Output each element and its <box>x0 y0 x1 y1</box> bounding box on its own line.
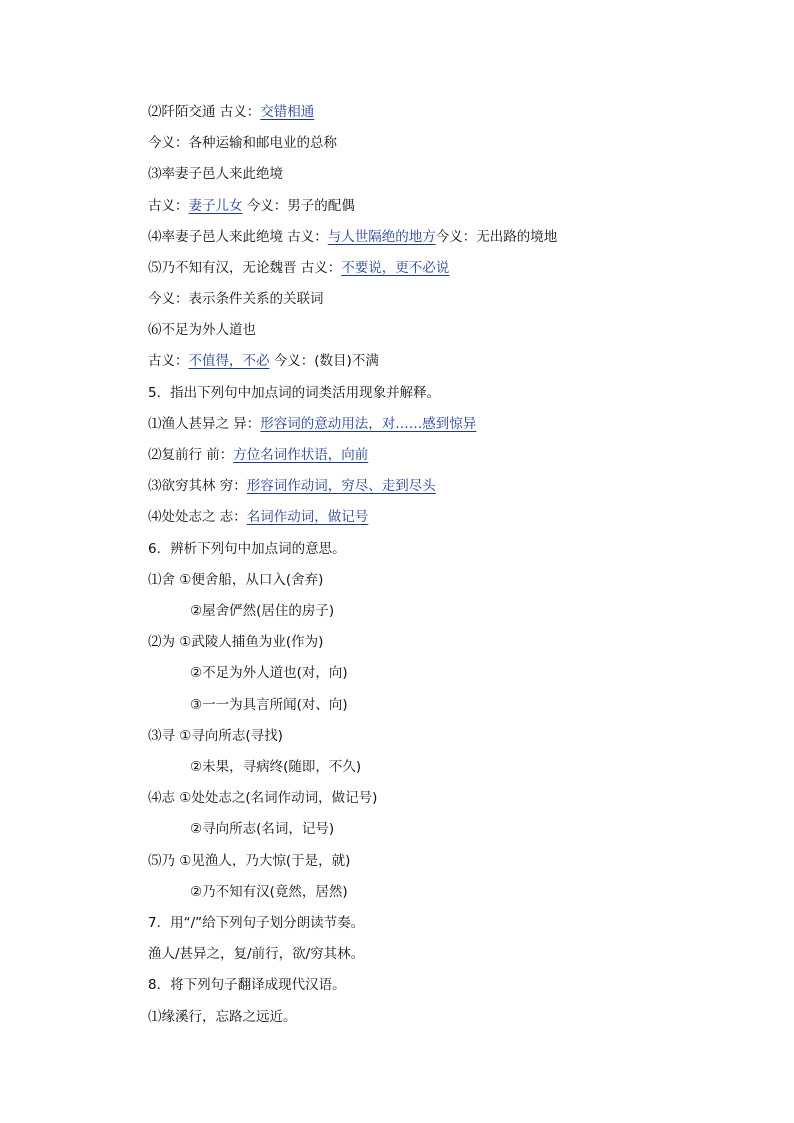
line-21: ⑶寻 ①寻向所志(寻找) <box>148 728 283 744</box>
line-14: ⑷处处志之 志：名词作动词，做记号 <box>148 509 369 525</box>
line-30: ⑴缘溪行，忘路之远近。 <box>148 1009 297 1025</box>
answer: 不要说，更不必说 <box>341 260 450 276</box>
answer: 不值得，不必 <box>188 353 270 369</box>
line-16: ⑴舍 ①便舍船，从口入(舍弃) <box>148 572 324 588</box>
line-3: ⑶率妻子邑人来此绝境 <box>148 166 283 182</box>
line-4: 古义：妻子儿女 今义：男子的配偶 <box>148 198 355 214</box>
heading-7: 7．用“/”给下列句子划分朗读节奏。 <box>148 915 365 931</box>
line-11: ⑴渔人甚异之 异：形容词的意动用法，对……感到惊异 <box>148 416 477 432</box>
heading-6: 6．辨析下列句中加点词的意思。 <box>148 541 346 557</box>
line-24: ②寻向所志(名词，记号) <box>190 821 335 837</box>
line-2: 今义：各种运输和邮电业的总称 <box>148 135 337 151</box>
heading-5: 5．指出下列句中加点词的词类活用现象并解释。 <box>148 385 441 401</box>
line-23: ⑷志 ①处处志之(名词作动词，做记号) <box>148 790 378 806</box>
line-19: ②不足为外人道也(对，向) <box>190 665 348 681</box>
answer: 方位名词作状语，向前 <box>233 447 369 463</box>
line-6: ⑸乃不知有汉，无论魏晋 古义：不要说，更不必说 <box>148 260 450 276</box>
line-12: ⑵复前行 前：方位名词作状语，向前 <box>148 447 369 463</box>
line-13: ⑶欲穷其林 穷：形容词作动词，穷尽、走到尽头 <box>148 478 436 494</box>
answer: 形容词的意动用法，对……感到惊异 <box>260 416 477 432</box>
answer: 名词作动词，做记号 <box>246 509 369 525</box>
heading-8: 8．将下列句子翻译成现代汉语。 <box>148 977 346 993</box>
line-26: ②乃不知有汉(竟然，居然) <box>190 884 348 900</box>
answer: 与人世隔绝的地方 <box>327 229 436 245</box>
answer: 交错相通 <box>260 104 315 120</box>
answer: 形容词作动词，穷尽、走到尽头 <box>246 478 436 494</box>
line-9: 古义：不值得，不必 今义：(数目)不满 <box>148 353 379 369</box>
line-5: ⑷率妻子邑人来此绝境 古义：与人世隔绝的地方今义：无出路的境地 <box>148 229 558 245</box>
line-25: ⑸乃 ①见渔人，乃大惊(于是，就) <box>148 853 351 869</box>
line-20: ③一一为具言所闻(对、向) <box>190 697 348 713</box>
line-17: ②屋舍俨然(居住的房子) <box>190 603 335 619</box>
line-22: ②未果，寻病终(随即，不久) <box>190 759 362 775</box>
line-8: ⑹不足为外人道也 <box>148 322 256 338</box>
line-1: ⑵阡陌交通 古义：交错相通 <box>148 104 315 120</box>
line-28: 渔人/甚异之，复/前行，欲/穷其林。 <box>148 946 365 962</box>
line-18: ⑵为 ①武陵人捕鱼为业(作为) <box>148 634 324 650</box>
answer: 妻子儿女 <box>188 198 243 214</box>
line-7: 今义：表示条件关系的关联词 <box>148 291 324 307</box>
